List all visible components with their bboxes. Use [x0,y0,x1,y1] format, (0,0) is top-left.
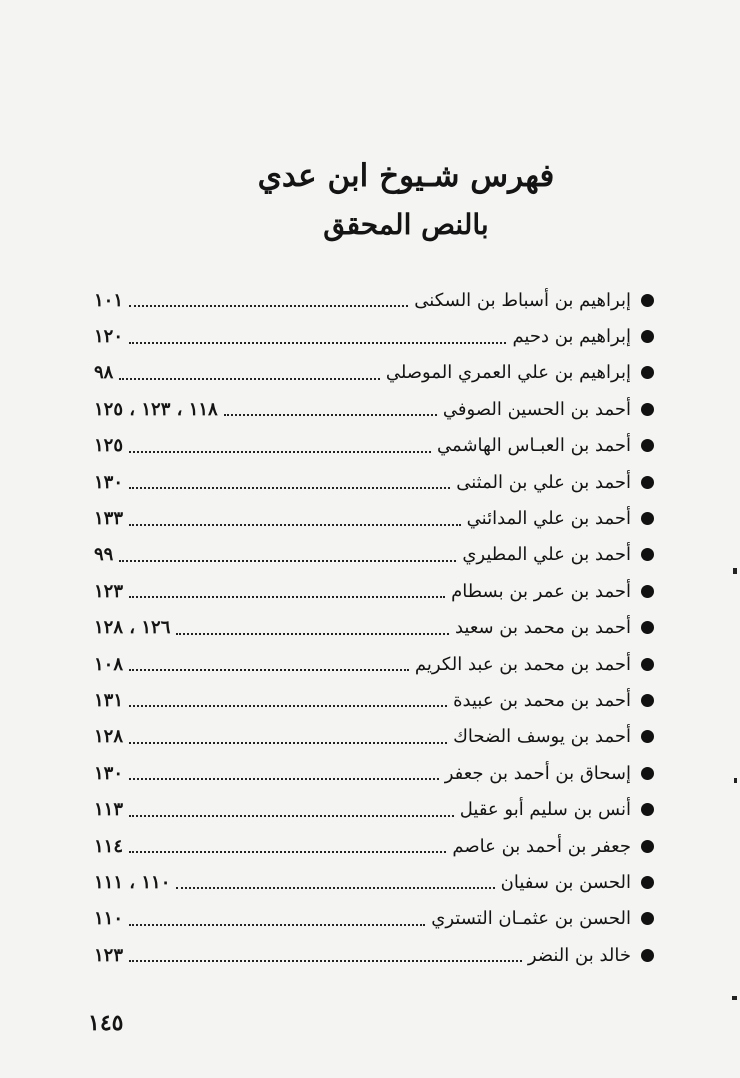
entry-pages: ١١٠ ، ١١١ [94,871,171,893]
bullet-icon [641,730,654,743]
index-entry [94,864,654,900]
bullet-icon [641,366,654,379]
entry-pages: ١٢٨ [94,726,124,748]
entry-name: الحسن بن سفيان [500,871,631,893]
dot-leader [224,414,437,416]
dot-leader [129,778,439,780]
bullet-icon [641,803,654,816]
entry-name: إبراهيم بن دحيم [512,326,631,348]
entry-name: إسحاق بن أحمد بن جعفر [444,762,631,784]
bullet-icon [641,330,654,343]
index-entry [94,610,654,646]
index-entry [94,318,654,354]
dot-leader [129,342,506,344]
entry-name: أحمد بن يوسف الضحاك [453,726,631,748]
entry-name: أحمد بن علي المطيري [462,544,631,566]
entry-name: أحمد بن الحسين الصوفي [442,398,631,420]
dot-leader [129,742,447,744]
index-title: فهرس شـيوخ ابن عدي [257,158,555,194]
entry-pages: ١١٠ [94,908,124,930]
bullet-icon [641,840,654,853]
entry-pages: ٩٨ [94,362,114,384]
entry-name: أحمد بن محمد بن سعيد [454,617,631,639]
bullet-icon [641,621,654,634]
index-entry [94,719,654,755]
entry-name: جعفر بن أحمد بن عاصم [452,835,631,857]
entry-pages: ١٢٠ [94,326,124,348]
entry-pages: ١٢٣ [94,580,124,602]
entry-name: أنس بن سليم أبو عقيل [459,799,631,821]
entry-pages: ١٠٨ [94,653,124,675]
entry-pages: ١١٣ [94,799,124,821]
scan-speck [734,778,737,783]
bullet-icon [641,585,654,598]
entry-name: أحمد بن محمد بن عبد الكريم [414,653,631,675]
dot-leader [119,560,456,562]
entry-pages: ١١٤ [94,835,124,857]
bullet-icon [641,476,654,489]
scan-speck [732,996,737,1000]
bullet-icon [641,548,654,561]
entry-name: أحمد بن علي المدائني [466,508,631,530]
entry-pages: ١٣٠ [94,762,124,784]
index-entry [94,901,654,937]
dot-leader [129,524,461,526]
index-list [94,282,654,973]
index-entry [94,573,654,609]
dot-leader [129,305,408,307]
entry-name: خالد بن النضر [527,944,631,966]
index-entry [94,464,654,500]
bullet-icon [641,512,654,525]
entry-pages: ١٣١ [94,689,124,711]
dot-leader [176,887,494,889]
dot-leader [129,669,409,671]
entry-pages: ١٢٥ [94,435,124,457]
dot-leader [129,596,445,598]
bullet-icon [641,876,654,889]
index-entry [94,828,654,864]
index-entry [94,937,654,973]
index-entry [94,682,654,718]
entry-name: أحمد بن العبـاس الهاشمي [437,435,631,457]
entry-name: إبراهيم بن علي العمري الموصلي [385,362,631,384]
dot-leader [129,924,425,926]
bullet-icon [641,294,654,307]
bullet-icon [641,439,654,452]
bullet-icon [641,912,654,925]
dot-leader [119,378,379,380]
index-entry [94,537,654,573]
entry-pages: ١٢٣ [94,944,124,966]
scan-speck [733,568,737,574]
dot-leader [129,451,431,453]
dot-leader [129,960,522,962]
index-entry [94,646,654,682]
dot-leader [129,815,454,817]
entry-pages: ١١٨ ، ١٢٣ ، ١٢٥ [94,398,218,420]
bullet-icon [641,949,654,962]
index-subtitle: بالنص المحقق [323,208,489,241]
index-entry [94,391,654,427]
entry-pages: ١٣٠ [94,471,124,493]
entry-pages: ١٣٣ [94,508,124,530]
bullet-icon [641,767,654,780]
dot-leader [129,487,450,489]
dot-leader [176,633,449,635]
entry-pages: ٩٩ [94,544,114,566]
page-number: ١٤٥ [88,1010,124,1036]
entry-pages: ١٢٦ ، ١٢٨ [94,617,171,639]
index-entry [94,282,654,318]
entry-name: أحمد بن علي بن المثنى [456,471,631,493]
dot-leader [129,851,446,853]
index-entry [94,428,654,464]
entry-name: أحمد بن عمر بن بسطام [451,580,631,602]
index-entry [94,755,654,791]
entry-name: إبراهيم بن أسباط بن السكنى [414,289,631,311]
index-entry [94,500,654,536]
index-entry [94,355,654,391]
entry-pages: ١٠١ [94,289,124,311]
bullet-icon [641,694,654,707]
dot-leader [129,705,447,707]
entry-name: الحسن بن عثمـان التستري [431,908,631,930]
bullet-icon [641,658,654,671]
entry-name: أحمد بن محمد بن عبيدة [453,689,631,711]
index-entry [94,791,654,827]
bullet-icon [641,403,654,416]
